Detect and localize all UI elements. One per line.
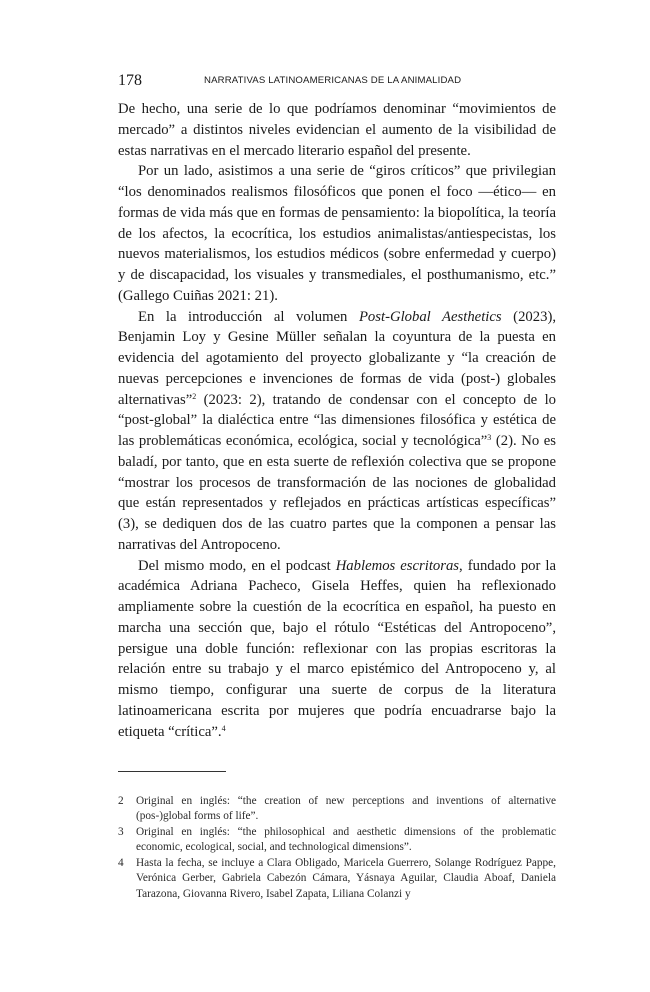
footnote-number: 2 — [118, 795, 124, 807]
paragraph-3-text-c: (2023: 2), tratando de condensar con el concepto de lo “post-global” la dialéctica entre “las dimensiones filosófica y estética de las problemáticas económica, ecológica, social y tecnológica” — [118, 391, 556, 449]
paragraph-4-text-b: , fundado por la académica Adriana Pacheco, Gisela Heffes, quien ha reflexionado ampliamente sobre la cuestión de la ecocrítica en español, ha puesto en marcha una sección que, bajo el rótulo “Estéticas del Antropoceno”, persigue una doble función: reflexionar con las propias escritoras la relación entre su trabajo y el marco epistémico del Antropoceno y, al mismo tiempo, configurar una suerte de corpus de la literatura latinoamericana escrita por mujeres que podría encuadrarse bajo la etiqueta “crítica”. — [118, 557, 557, 740]
paragraph-3-text-d: (2). No es baladí, por tanto, que en esta suerte de reflexión colectiva que se propone “mostrar los procesos de transformación de las nociones de globalidad que están representados y reflejados en prácticas artísticas específicas” (3), se dediquen dos de las cuatro partes que la componen a pensar las narrativas del Antropoceno. — [118, 433, 556, 553]
footnotes — [118, 794, 556, 903]
page-header — [118, 72, 558, 92]
paragraph-2: Por un lado, asistimos a una serie de “giros críticos” que privilegian “los denominados realismos filosóficos que ponen el foco —ético— en formas de vida más que en formas de pensamiento: la biopolítica, la teoría de los afectos, la ecocrítica, los estudios animalistas/antiespecistas, los nuevos materialismos, los estudios médicos (sobre enfermedad y cuerpo) y de discapacidad, los visuales y transmediales, el posthumanismo, etc.” (Gallego Cuiñas 2021: 21). — [118, 163, 556, 304]
footnote-ref-2: 2 — [192, 391, 197, 401]
podcast-title: Hablemos escritoras — [335, 557, 460, 574]
page-number: 178 — [118, 72, 142, 89]
paragraph-4 — [118, 556, 556, 743]
paragraph-3-text-b: (2023), Benjamin Loy y Gesine Müller señalan la coyuntura de la puesta en evidencia del agotamiento del proyecto globalizante y “la creación de nuevas percepciones e invenciones de formas de vida (post-) globales alternativas” — [118, 308, 557, 408]
footnote — [118, 856, 556, 902]
footnote-text: Original en inglés: “the philosophical and aesthetic dimensions of the problematic economic, ecological, social, and technological dimensions”. — [136, 826, 556, 854]
footnote-ref-4: 4 — [221, 723, 226, 733]
footnote-ref-3: 3 — [487, 433, 492, 442]
paragraph-4-text-a: Del mismo modo, en el podcast — [138, 557, 331, 574]
footnote-number: 4 — [118, 857, 124, 870]
paragraph-3-text-a: En la introducción al volumen — [138, 308, 348, 325]
paragraph-3 — [118, 307, 556, 556]
paragraph-1: De hecho, una serie de lo que podríamos denominar “movimientos de mercado” a distintos niveles evidencian el aumento de la visibilidad de estas narrativas en el mercado literario español del presente. — [118, 101, 556, 159]
running-head: NARRATIVAS LATINOAMERICANAS DE LA ANIMALIDAD — [204, 75, 462, 86]
footnote-text: Hasta la fecha, se incluye a Clara Obligado, Maricela Guerrero, Solange Rodríguez Pappe, Verónica Gerber, Gabriela Cabezón Cámara, Yásnaya Aguilar, Claudia Aboaf, Daniela Tarazona, Giovanna Rivero, Isabel Zapata, Liliana Colanzi y — [136, 857, 556, 900]
footnote-number: 3 — [118, 826, 124, 839]
main-text — [118, 99, 556, 742]
footnote-text: Original en inglés: “the creation of new perceptions and inventions of alternative (pos-)global forms of life”. — [136, 795, 556, 823]
footnote — [118, 825, 556, 856]
footnote-separator — [118, 771, 226, 772]
book-title: Post-Global Aesthetics — [358, 308, 502, 325]
footnote — [118, 794, 556, 825]
